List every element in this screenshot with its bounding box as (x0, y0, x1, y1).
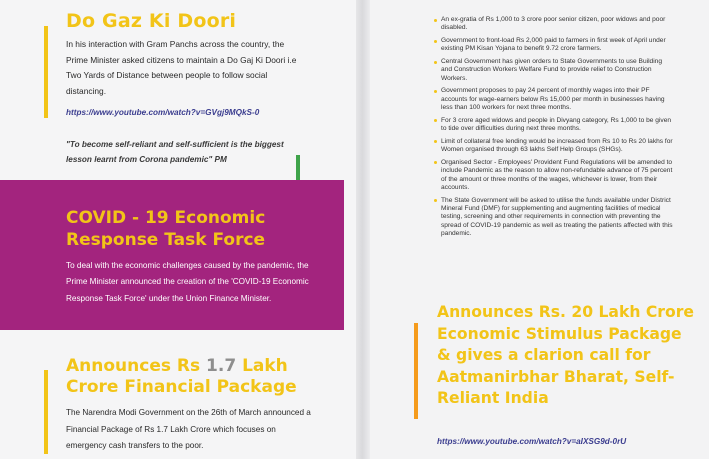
section-accent-bar-financial (44, 370, 48, 454)
bullet-icon (434, 19, 437, 22)
list-item (434, 138, 674, 155)
list-item (434, 87, 674, 112)
pm-quote: "To become self-reliant and self-sufficient is the biggest lesson learnt from Corona pandemic" PM (66, 140, 284, 165)
section-body-financial-package: The Narendra Modi Government on the 26th of March announced a Financial Package of Rs 1.7 Lakh Crore which focuses on emergency cash transfers to the poor. (66, 408, 311, 451)
list-item-text: Government proposes to pay 24 percent of monthly wages into their PF accounts for wage-earners below Rs 15,000 per month in businesses having less than 100 workers for next three months. (441, 87, 665, 112)
title-part: Lakh Crore Financial Package (66, 356, 297, 397)
list-item-text: For 3 crore aged widows and people in Divyang category, Rs 1,000 to be given to tide over difficulties during next three months. (441, 116, 672, 133)
list-item (434, 37, 674, 54)
list-item (434, 197, 674, 239)
list-item (434, 159, 674, 193)
bullet-icon (434, 40, 437, 43)
list-item (434, 58, 674, 83)
section-title-do-gaz-ki-doori: Do Gaz Ki Doori (66, 10, 237, 32)
list-item (434, 117, 674, 134)
list-item-text: Government to front-load Rs 2,000 paid to farmers in first week of April under existing PM Kisan Yojana to benefit 9.72 crore farmers. (441, 37, 666, 53)
bullet-icon (434, 119, 437, 122)
section-accent-bar (44, 26, 48, 118)
list-item-text: Organised Sector - Employees' Provident Fund Regulations will be amended to include Pandemic as the reason to allow non-refundable advance of 75 percent of the amount or three months of the wages, whichever is lower, from their accounts. (441, 158, 673, 192)
bullet-icon (434, 199, 437, 202)
section-title-covid-task-force: COVID - 19 Economic Response Task Force (66, 208, 266, 250)
bullet-icon (434, 61, 437, 64)
list-item-text: The State Government will be asked to utilise the funds available under District Mineral Fund (DMF) for supplementing and augmenting facilities of medical testing, screening and other requirements in connection with preventing the spread of COVID-19 pandemic as well as treating the patients affected with this pandemic. (441, 196, 673, 238)
list-item (434, 16, 674, 33)
youtube-link-stimulus[interactable]: https://www.youtube.com/watch?v=aIXSG9d-0rU (437, 437, 627, 446)
bullet-icon (434, 161, 437, 164)
page-gutter (356, 0, 370, 459)
section-body-do-gaz-ki-doori: In his interaction with Gram Panchs across the country, the Prime Minister asked citizens to maintain a Do Gaj Ki Doori i.e Two Yards of Distance between people to follow social distancing. (66, 39, 297, 96)
section-title-financial-package (66, 356, 326, 398)
package-measures-list (434, 16, 674, 243)
bullet-icon (434, 140, 437, 143)
title-highlight-amount: 1.7 (206, 356, 237, 376)
covid-task-force-panel (0, 180, 344, 330)
youtube-link-do-gaz[interactable]: https://www.youtube.com/watch?v=GVgj9MQkS-0 (66, 108, 260, 117)
title-part: Announces Rs (66, 356, 207, 376)
list-item-text: Limit of collateral free lending would be increased from Rs 10 to Rs 20 lakhs for Women organised through 63 lakhs Self Help Groups (SHGs). (441, 137, 673, 154)
list-item-text: An ex-gratia of Rs 1,000 to 3 crore poor senior citizen, poor widows and poor disabled. (441, 16, 666, 32)
bullet-icon (434, 90, 437, 93)
orange-accent-bar (414, 323, 418, 419)
section-title-stimulus-package: Announces Rs. 20 Lakh Crore Economic Stimulus Package & gives a clarion call for Aatmanirbhar Bharat, Self-Reliant India (437, 303, 694, 407)
list-item-text: Central Government has given orders to State Governments to use Building and Construction Workers Welfare Fund to provide relief to Construction Workers. (441, 58, 663, 82)
section-body-covid-task-force: To deal with the economic challenges caused by the pandemic, the Prime Minister announced the creation of the 'COVID-19 Economic Response Task Force' under the Union Finance Minister. (66, 261, 309, 303)
